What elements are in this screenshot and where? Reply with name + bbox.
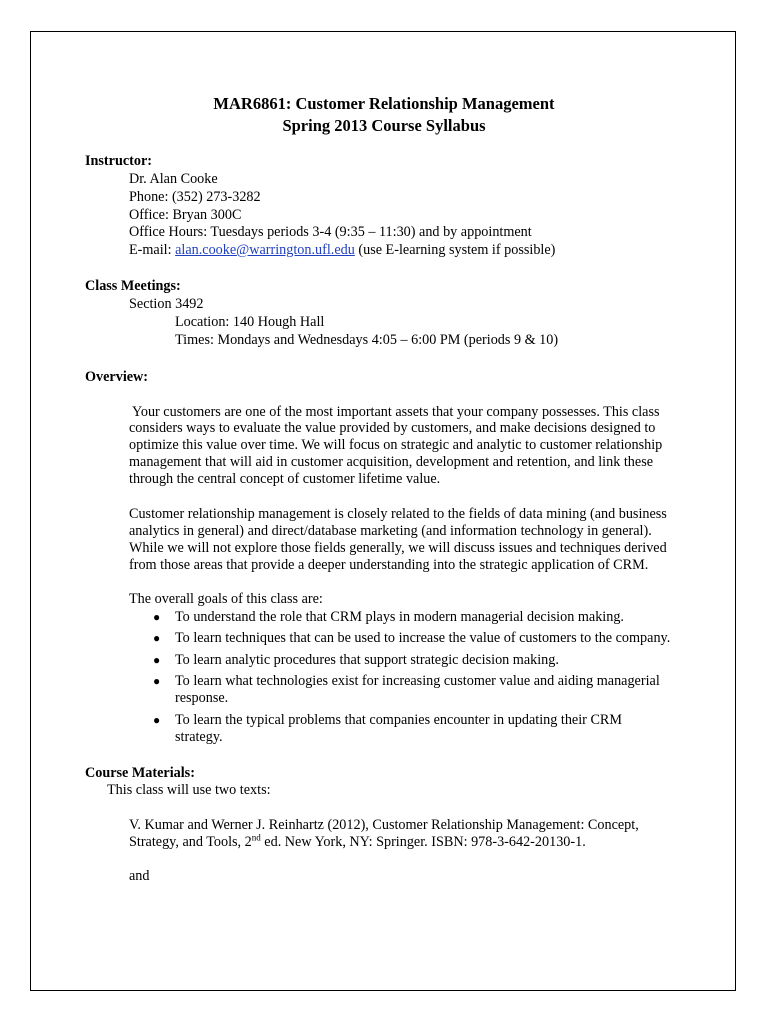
citation-part: Strategy, and Tools, 2 (129, 834, 252, 850)
citation-part: ed. New York, NY: Springer. ISBN: 978-3-642-20130-1. (260, 834, 586, 850)
overview-para1-line: optimize this value over time. We will focus on strategic and analytic to customer relationship (129, 437, 663, 453)
goal-item: To understand the role that CRM plays in modern managerial decision making. (175, 609, 624, 625)
and-connector: and (129, 868, 150, 884)
course-materials-heading: Course Materials: (85, 765, 195, 781)
overview-para2-line: Customer relationship management is closely related to the fields of data mining (and business (129, 506, 667, 522)
textbook-citation-line: V. Kumar and Werner J. Reinhartz (2012), Customer Relationship Management: Concept, (129, 817, 639, 833)
textbook-citation-line (129, 834, 586, 851)
bullet-icon: ● (153, 610, 161, 624)
overview-para1-line: management that will aid in customer acquisition, development and retention, and link these (129, 454, 654, 470)
instructor-heading: Instructor: (85, 153, 152, 169)
class-location: Location: 140 Hough Hall (175, 314, 325, 330)
course-materials-intro: This class will use two texts: (107, 782, 271, 798)
instructor-office: Office: Bryan 300C (129, 207, 242, 223)
overview-para2-line: While we will not explore those fields generally, we will discuss issues and techniques derived (129, 540, 667, 556)
email-link[interactable]: alan.cooke@warrington.ufl.edu (175, 242, 355, 258)
bullet-icon: ● (153, 713, 161, 727)
course-subtitle: Spring 2013 Course Syllabus (282, 116, 486, 135)
instructor-phone: Phone: (352) 273-3282 (129, 189, 261, 205)
edition-superscript: nd (251, 832, 261, 843)
goal-item: To learn the typical problems that companies encounter in updating their CRM (175, 712, 622, 728)
bullet-icon: ● (153, 653, 161, 667)
overview-para2-line: analytics in general) and direct/database marketing (and information technology in general). (129, 523, 652, 539)
overview-para1-line: Your customers are one of the most important assets that your company possesses. This class (129, 404, 660, 420)
overview-para1-line: through the central concept of customer lifetime value. (129, 471, 441, 487)
email-note: (use E-learning system if possible) (354, 242, 556, 258)
goal-item: To learn techniques that can be used to increase the value of customers to the company. (175, 630, 671, 646)
overview-heading: Overview: (85, 369, 149, 385)
instructor-name: Dr. Alan Cooke (129, 171, 218, 187)
overview-para2-line: from those areas that provide a deeper understanding into the strategic application of CRM. (129, 557, 649, 573)
instructor-email-line (129, 242, 555, 259)
class-meetings-heading: Class Meetings: (85, 278, 181, 294)
overview-para1-line: considers ways to evaluate the value provided by customers, and make decisions designed to (129, 420, 656, 436)
bullet-icon: ● (153, 674, 161, 688)
goal-item: To learn analytic procedures that support strategic decision making. (175, 652, 559, 668)
class-section: Section 3492 (129, 296, 204, 312)
goal-item-continuation: response. (175, 690, 229, 706)
goal-item: To learn what technologies exist for increasing customer value and aiding managerial (175, 673, 660, 689)
email-label: E-mail: (129, 242, 176, 258)
course-title: MAR6861: Customer Relationship Management (213, 94, 555, 113)
goals-intro: The overall goals of this class are: (129, 591, 323, 607)
class-times: Times: Mondays and Wednesdays 4:05 – 6:00 PM (periods 9 & 10) (175, 332, 559, 348)
instructor-office-hours: Office Hours: Tuesdays periods 3-4 (9:35 – 11:30) and by appointment (129, 224, 532, 240)
goal-item-continuation: strategy. (175, 729, 223, 745)
bullet-icon: ● (153, 631, 161, 645)
